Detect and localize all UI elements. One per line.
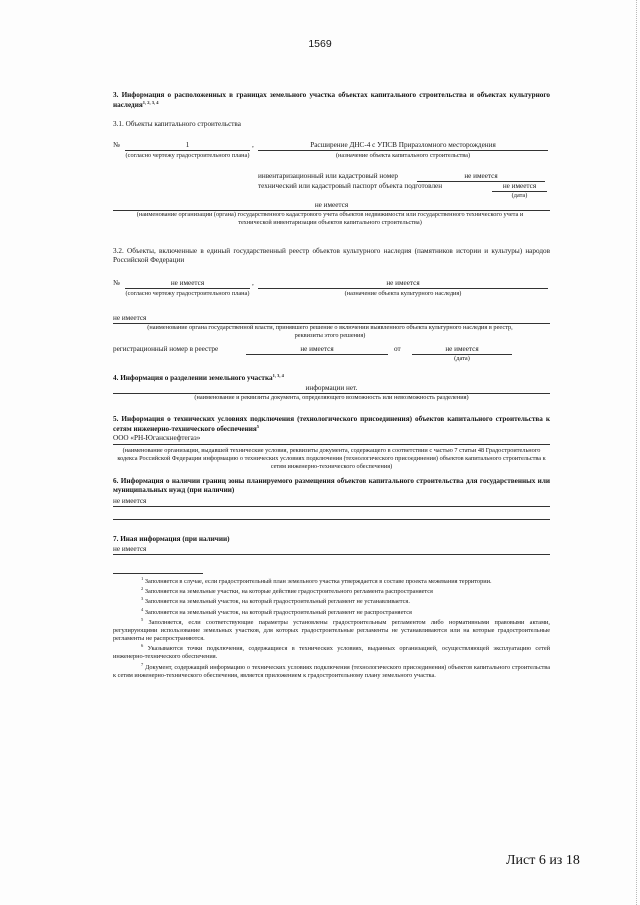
caption-cultural-name: (назначение объекта культурного наследия) <box>344 290 462 297</box>
caption-plan: (согласно чертежу градостроительного плана) <box>125 152 250 159</box>
section-5-heading: 5. Информация о технических условиях подключения (технологического присоединения) объектов капитального строительства к сетям инженерно-технического обеспечения$^5$ <box>113 415 550 433</box>
section-3-1-title: 3.1. Объекты капитального строительства <box>113 120 241 128</box>
footnote-5: $^5$ Заполняется, если соответствующие параметры установлены градостроительным регламентом либо нормативными правовыми актами, регулирующими использование земельных участков, для которых градостроительные регламенты не устанавливаются или на которые градостроительные регламенты не распространяются. <box>113 616 550 643</box>
inventory-label: инвентаризационный или кадастровый номер <box>258 172 399 180</box>
registry-date: не имеется <box>445 345 479 353</box>
cultural-name: не имеется <box>386 279 420 287</box>
number-sign-2: № <box>113 279 120 287</box>
sheet-number: Лист 6 из 18 <box>506 853 580 868</box>
footnote-4: $^4$ Заполняется на земельный участок, на который градостроительный регламент не распространяется <box>141 606 412 616</box>
section-7-line <box>113 554 550 555</box>
object-number: 1 <box>185 141 190 149</box>
section-5-value: ООО «РН-Юганскнефтегаз» <box>113 434 201 442</box>
registry-label: регистрационный номер в реестре <box>113 345 219 353</box>
section-5-caption: (наименование организации, выдавшей технические условия, реквизиты документа, содержащего в соответствии с частью 7 статьи 48 Градостроительного кодекса Российской Федерации информацию о технических условиях подключения (технологического присоединения) объектов капитального строительства к сетям инженерно-технического обеспечения) <box>117 447 546 470</box>
footnote-6: $^6$ Указываются точки подключения, содержащиеся в технических условиях, выданных организацией, осуществляющей эксплуатацию сетей инженерно-технического обеспечения. <box>113 643 550 661</box>
section-7-value: не имеется <box>113 545 147 553</box>
object-number-line <box>125 150 250 151</box>
registry-line <box>246 354 388 355</box>
number-sign: № <box>113 141 120 149</box>
comma: , <box>252 141 254 149</box>
registry-from: от <box>394 345 401 353</box>
footnote-1: $^1$ Заполняется в случае, если градостроительный план земельного участка утверждается в составе проекта межевания территории. <box>141 576 492 585</box>
caption-date: (дата) <box>511 192 528 199</box>
page-number: 1569 <box>308 38 332 50</box>
caption-plan-2: (согласно чертежу градостроительного плана) <box>125 290 250 297</box>
section-4-value: информации нет. <box>305 384 358 392</box>
registry-value: не имеется <box>300 345 334 353</box>
inventory-value: не имеется <box>464 172 498 180</box>
cultural-name-line <box>258 288 548 289</box>
organization-value: не имеется <box>314 201 349 209</box>
section-4-heading: 4. Информация о разделении земельного участка$^{1, 3, 4}$ <box>113 373 284 382</box>
object-name-line <box>258 150 548 151</box>
section-6-line-2 <box>113 519 550 520</box>
passport-value: не имеется <box>502 182 537 190</box>
caption-cultural-org: (наименование органа государственной власти, принявшего решение о включении выявленного объекта культурного наследия в реестр, реквизиты этого решения) <box>147 324 513 339</box>
comma-2: , <box>252 279 254 287</box>
section-6-value: не имеется <box>113 497 147 505</box>
passport-label: технический или кадастровый паспорт объекта подготовлен <box>258 182 443 190</box>
section-3-heading: 3. Информация о расположенных в границах земельного участка объектах капитального строительства и объектах культурного наследия$^{1, 2, 3, 4}$ <box>113 91 550 109</box>
section-6-line-1 <box>113 506 550 507</box>
footnote-separator <box>113 573 203 574</box>
footnote-2: $^2$ Заполняется на земельные участки, на которые действие градостроительного регламента распространяется <box>141 586 433 596</box>
cultural-number: не имеется <box>170 279 205 287</box>
footnotes <box>113 576 550 680</box>
cultural-number-line <box>125 288 250 289</box>
section-7-heading: 7. Иная информация (при наличии) <box>113 535 230 543</box>
footnote-7: $^7$ Документ, содержащий информацию о технических условиях подключения (технологического присоединения) объектов капитального строительства к сетям инженерно-технического обеспечения, является приложением к градостроительному плану земельного участка. <box>113 661 550 679</box>
section-5-line <box>113 444 550 445</box>
caption-date-2: (дата) <box>454 355 470 362</box>
cultural-org-value: не имеется <box>113 314 147 322</box>
object-name: Расширение ДНС-4 с УПСВ Приразломного месторождения <box>310 141 496 149</box>
section-3-2-title: 3.2. Объекты, включенные в единый государственный реестр объектов культурного наследия (памятников истории и культуры) народов Российской Федерации <box>113 247 550 264</box>
scan-edge <box>636 0 637 905</box>
caption-object-name: (назначение объекта капитального строительства) <box>335 152 471 159</box>
section-4-caption: (наименование и реквизиты документа, определяющего возможность или невозможность разделения) <box>194 394 469 401</box>
section-6-heading: 6. Информация о наличии границ зоны планируемого размещения объектов капитального строительства для государственных или муниципальных нужд (при наличии) <box>113 477 550 494</box>
footnote-3: $^3$ Заполняется на земельный участок, на который градостроительный регламент не устанавливается. <box>141 596 410 606</box>
caption-organization: (наименование организации (органа) государственного кадастрового учета объектов недвижимости или государственного технического учета и технической инвентаризации объектов капитального строительства) <box>136 211 524 226</box>
